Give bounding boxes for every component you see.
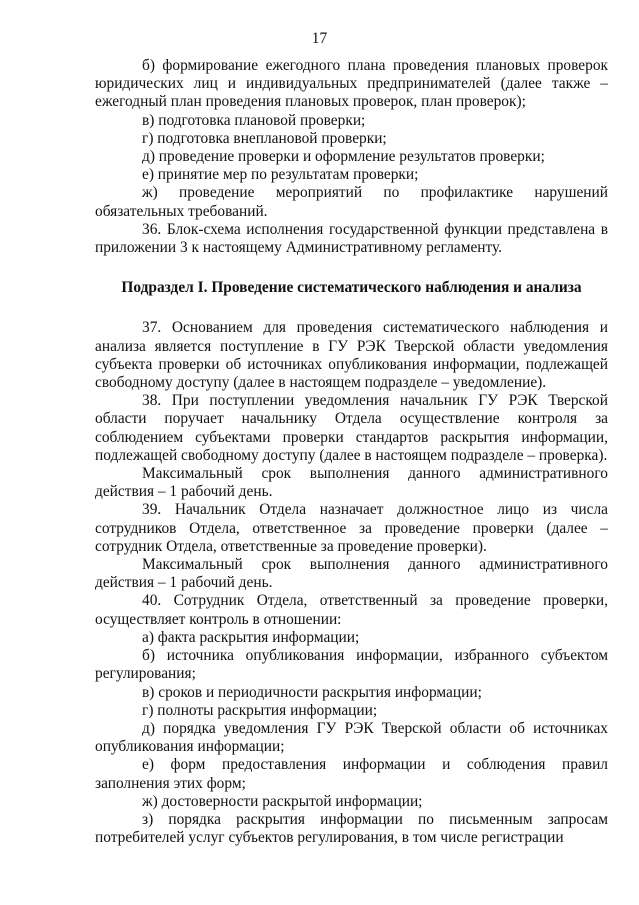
list-item: б) источника опубликования информации, избранного субъектом регулирования; [95, 647, 608, 683]
list-item: е) принятие мер по результатам проверки; [142, 166, 419, 184]
list-item: д) порядка уведомления ГУ РЭК Тверской области об источниках опубликования информации; [95, 719, 608, 756]
section-heading: Подраздел I. Проведение систематического наблюдения и анализа [121, 279, 582, 297]
paragraph: Максимальный срок выполнения данного административного действия – 1 рабочий день. [95, 465, 608, 501]
paragraph: 38. При поступлении уведомления начальник ГУ РЭК Тверской области поручает начальнику Отдела осуществление контроля за соблюдением субъектами проверки стандартов раскрытия информации, подлежащей свободному доступу (далее в настоящем подразделе – проверка). [95, 392, 608, 464]
list-item: ж) проведение мероприятий по профилактике нарушений обязательных требований. [95, 184, 608, 220]
paragraph: Максимальный срок выполнения данного административного действия – 1 рабочий день. [95, 556, 608, 592]
paragraph: 39. Начальник Отдела назначает должностное лицо из числа сотрудников Отдела, ответственное за проведение проверки (далее – сотрудник Отдела, ответственные за проведение проверки). [95, 501, 608, 555]
page-number: 17 [311, 30, 328, 47]
list-item: в) подготовка плановой проверки; [142, 111, 366, 129]
list-item: г) полноты раскрытия информации; [142, 701, 378, 719]
list-item: з) порядка раскрытия информации по письменным запросам потребителей услуг субъектов регулирования, в том числе регистрации [95, 810, 608, 847]
paragraph: 37. Основанием для проведения систематического наблюдения и анализа является поступление в ГУ РЭК Тверской области уведомления субъекта проверки об источниках опубликования информации, подлежащей свободному доступу (далее в настоящем подразделе – уведомление). [95, 319, 608, 392]
list-item: б) формирование ежегодного плана проведения плановых проверок юридических лиц и индивидуальных предпринимателей (далее также – ежегодный план проведения плановых проверок, план проверок); [95, 57, 608, 111]
list-item: е) форм предоставления информации и соблюдения правил заполнения этих форм; [95, 756, 608, 792]
paragraph: 36. Блок-схема исполнения государственной функции представлена в приложении 3 к настоящему Административному регламенту. [95, 220, 608, 257]
page-content [95, 57, 608, 847]
list-item: в) сроков и периодичности раскрытия информации; [142, 683, 482, 701]
list-item: г) подготовка внеплановой проверки; [142, 129, 387, 147]
list-item: а) факта раскрытия информации; [142, 628, 360, 646]
list-item: д) проведение проверки и оформление результатов проверки; [142, 148, 545, 166]
paragraph: 40. Сотрудник Отдела, ответственный за проведение проверки, осуществляет контроль в отношении: [95, 592, 608, 628]
list-item: ж) достоверности раскрытой информации; [142, 792, 423, 810]
